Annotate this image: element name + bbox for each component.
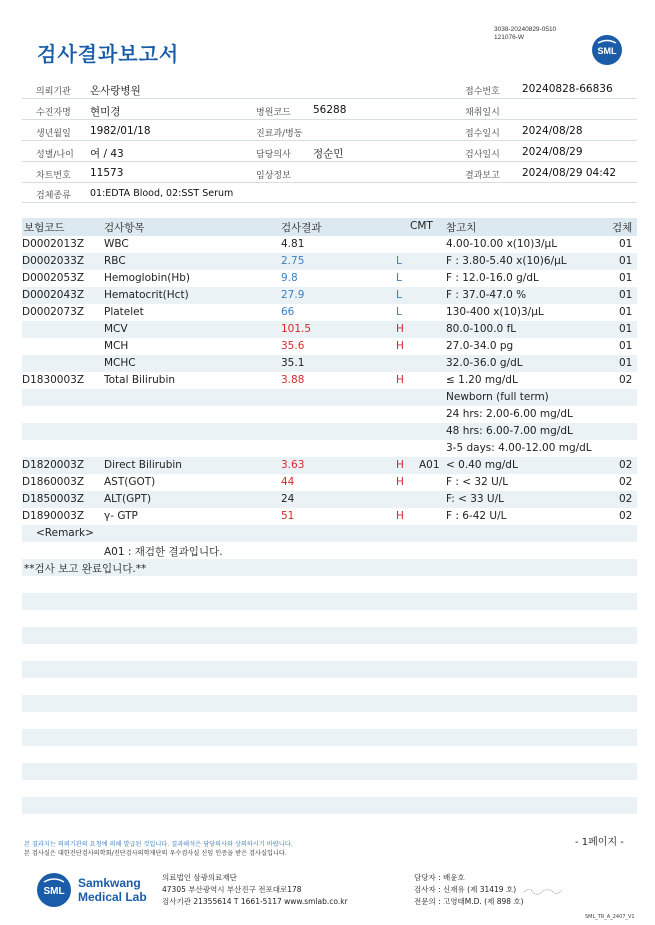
staff1-value: 배윤호 — [443, 873, 465, 882]
cell-result: 101.5 — [281, 323, 312, 335]
cell-result: 35.1 — [281, 357, 305, 369]
cell-code: D0002013Z — [22, 238, 85, 250]
table-row — [22, 423, 637, 440]
cell-ref: F : 3.80-5.40 x(10)6/μL — [446, 255, 567, 267]
cell-ref: 130-400 x(10)3/μL — [446, 306, 544, 318]
cell-name: Hematocrit(Hct) — [104, 289, 189, 301]
table-row — [22, 355, 637, 372]
cell-spec: 02 — [619, 476, 633, 488]
staff3-label: 전문의 : — [414, 897, 441, 906]
lab-address — [162, 872, 348, 908]
cell-ref: ≤ 1.20 mg/dL — [446, 374, 518, 386]
table-row — [22, 406, 637, 423]
header-ref: 참고치 — [446, 222, 477, 234]
table-row — [22, 270, 637, 287]
staff3-value: 고영태M.D. (제 898 호) — [443, 897, 524, 906]
cell-code: D0002033Z — [22, 255, 85, 267]
cell-ref: 4.00-10.00 x(10)3/μL — [446, 238, 558, 250]
cell-flag: L — [396, 272, 402, 284]
footer-notes — [24, 841, 293, 858]
dept-label: 진료과/병동 — [256, 129, 303, 139]
info-row-chart — [22, 163, 637, 183]
patient-value: 현미경 — [90, 106, 121, 118]
cell-flag: L — [396, 255, 402, 267]
center-line-2: 47305 부산광역시 부산진구 전포대로178 — [162, 885, 302, 894]
cell-name: ALT(GPT) — [104, 493, 152, 505]
cell-spec: 02 — [619, 459, 633, 471]
cell-result: 9.8 — [281, 272, 298, 284]
cell-name: Platelet — [104, 306, 144, 318]
cell-ref: < 0.40 mg/dL — [446, 459, 518, 471]
cell-spec: 02 — [619, 374, 633, 386]
doctor-label: 담당의사 — [256, 150, 291, 160]
table-row — [22, 253, 637, 270]
hospital-code-value: 56288 — [313, 104, 347, 116]
table-row — [22, 304, 637, 321]
cell-name: MCHC — [104, 357, 136, 369]
sex-age-value: 여 / 43 — [90, 148, 124, 160]
header-result: 검사결과 — [281, 222, 322, 234]
cell-flag: H — [396, 340, 404, 352]
cell-result: 51 — [281, 510, 295, 522]
brand-line-1: Samkwang — [78, 876, 141, 890]
center-line-3: 검사기관 21355614 T 1661-5117 www.smlab.co.kr — [162, 897, 348, 906]
cell-result: 44 — [281, 476, 295, 488]
info-row-sex-age — [22, 142, 637, 162]
info-row-patient — [22, 100, 637, 120]
footer-note-2: 본 검사실은 대한진단검사의학회/진단검사의학재단의 우수검사실 신임 인증을 받은 검사실입니다. — [24, 849, 287, 857]
receipt-date-label: 접수일시 — [465, 129, 500, 139]
cell-name: Direct Bilirubin — [104, 459, 182, 471]
cell-ref: 48 hrs: 6.00-7.00 mg/dL — [446, 425, 573, 437]
table-row — [22, 457, 637, 474]
logo-text: SML — [597, 46, 617, 56]
table-row — [22, 508, 637, 525]
info-row-specimen — [22, 183, 637, 203]
cell-code: D1860003Z — [22, 476, 85, 488]
results-table-body — [22, 236, 637, 576]
cell-spec: 01 — [619, 272, 633, 284]
cell-code: D1850003Z — [22, 493, 85, 505]
cell-flag: L — [396, 289, 402, 301]
sml-logo-icon — [591, 34, 623, 66]
sex-age-label: 성별/나이 — [36, 150, 74, 160]
cell-ref: 32.0-36.0 g/dL — [446, 357, 523, 369]
header-name: 검사항목 — [104, 222, 145, 234]
chart-value: 11573 — [90, 167, 124, 179]
cell-spec: 01 — [619, 340, 633, 352]
cell-flag: H — [396, 459, 404, 471]
cell-flag: H — [396, 510, 404, 522]
cell-spec: 01 — [619, 323, 633, 335]
cell-flag: H — [396, 323, 404, 335]
document-code — [494, 26, 556, 42]
cell-result: 35.6 — [281, 340, 305, 352]
table-row — [22, 372, 637, 389]
test-date-label: 검사일시 — [465, 150, 500, 160]
staff-block — [414, 872, 563, 908]
table-row — [22, 474, 637, 491]
table-row — [22, 525, 637, 542]
page-title: 검사결과보고서 — [37, 42, 180, 66]
cell-ref: 3-5 days: 4.00-12.00 mg/dL — [446, 442, 592, 454]
cell-spec: 01 — [619, 357, 633, 369]
cell-ref: Newborn (full term) — [446, 391, 549, 403]
cell-spec: 01 — [619, 255, 633, 267]
page-number: - 1페이지 - — [575, 837, 624, 848]
dob-label: 생년월일 — [36, 129, 71, 139]
dob-value: 1982/01/18 — [90, 125, 151, 137]
cell-result: 3.63 — [281, 459, 305, 471]
hospital-code-label: 병원코드 — [256, 108, 291, 118]
header-code: 보험코드 — [24, 222, 65, 234]
doc-code-line-1: 3038-20240829-0510 — [494, 26, 557, 33]
table-row — [22, 287, 637, 304]
cell-ref: F : 37.0-47.0 % — [446, 289, 527, 301]
cell-code: D1820003Z — [22, 459, 85, 471]
receipt-date-value: 2024/08/28 — [522, 125, 583, 137]
header-spec: 검체 — [612, 222, 633, 234]
cell-name: γ- GTP — [104, 510, 138, 522]
cell-ref: F : 12.0-16.0 g/dL — [446, 272, 539, 284]
cell-code: D1830003Z — [22, 374, 85, 386]
footer-logo-text: SML — [43, 886, 65, 897]
cell-spec: 01 — [619, 289, 633, 301]
cell-name: MCH — [104, 340, 129, 352]
cell-name: RBC — [104, 255, 126, 267]
cell-result: 27.9 — [281, 289, 305, 301]
cell-code: D0002073Z — [22, 306, 85, 318]
table-row — [22, 559, 637, 576]
cell-name: WBC — [104, 238, 129, 250]
header-cmt: CMT — [410, 220, 433, 232]
staff1-label: 담당자 : — [414, 873, 441, 882]
test-date-value: 2024/08/29 — [522, 146, 583, 158]
patient-label: 수진자명 — [36, 108, 71, 118]
table-row — [22, 491, 637, 508]
report-date-label: 결과보고 — [465, 171, 500, 181]
table-row — [22, 236, 637, 253]
remark-label: <Remark> — [36, 527, 94, 539]
info-row-institution — [22, 79, 637, 99]
table-row — [22, 389, 637, 406]
brand-name — [78, 876, 147, 904]
institution-label: 의뢰기관 — [36, 87, 71, 97]
cell-ref: 80.0-100.0 fL — [446, 323, 517, 335]
cell-name: MCV — [104, 323, 128, 335]
cell-result: 2.75 — [281, 255, 305, 267]
staff2-value: 신재유 (제 31419 호) — [443, 885, 517, 894]
cell-spec: 02 — [619, 493, 633, 505]
brand-line-2: Medical Lab — [78, 890, 147, 904]
cell-name: Hemoglobin(Hb) — [104, 272, 191, 284]
table-row — [22, 338, 637, 355]
doc-code-line-2: 121076-W — [494, 34, 524, 41]
blank-rows — [22, 593, 637, 814]
staff2-label: 검사자 : — [414, 885, 441, 894]
table-row — [22, 440, 637, 457]
footer-note-1: 본 결과지는 의뢰기관의 요청에 의해 발급된 것입니다. 결과해석은 담당의사와 상의하시기 바랍니다. — [24, 841, 293, 848]
clinical-label: 임상정보 — [256, 171, 291, 181]
receipt-no-label: 접수번호 — [465, 87, 500, 97]
chart-label: 차트번호 — [36, 171, 71, 181]
remark-text: A01 : 재검한 결과입니다. — [104, 546, 223, 558]
cell-ref: F: < 33 U/L — [446, 493, 505, 505]
report-complete-text: **검사 보고 완료입니다.** — [24, 563, 147, 575]
signature-icon — [523, 886, 563, 895]
cell-spec: 01 — [619, 306, 633, 318]
cell-ref: F : 6-42 U/L — [446, 510, 507, 522]
receipt-no-value: 20240828-66836 — [522, 83, 613, 95]
cell-flag: H — [396, 374, 404, 386]
info-row-dob — [22, 121, 637, 141]
cell-result: 4.81 — [281, 238, 305, 250]
form-code: SML_TR_A_2407_V1 — [585, 914, 635, 920]
cell-result: 66 — [281, 306, 295, 318]
center-line-1: 의료법인 삼광의료재단 — [162, 873, 237, 882]
cell-flag: H — [396, 476, 404, 488]
collect-date-label: 채취일시 — [465, 108, 500, 118]
table-row — [22, 321, 637, 338]
cell-ref: F : < 32 U/L — [446, 476, 509, 488]
cell-ref: 24 hrs: 2.00-6.00 mg/dL — [446, 408, 573, 420]
cell-result: 3.88 — [281, 374, 305, 386]
cell-spec: 01 — [619, 238, 633, 250]
cell-code: D0002053Z — [22, 272, 85, 284]
cell-code: D1890003Z — [22, 510, 85, 522]
doctor-value: 정순민 — [313, 148, 344, 160]
report-date-value: 2024/08/29 04:42 — [522, 167, 617, 179]
cell-name: Total Bilirubin — [104, 374, 176, 386]
cell-spec: 02 — [619, 510, 633, 522]
results-table-header — [22, 218, 637, 236]
cell-flag: L — [396, 306, 402, 318]
cell-cmt: A01 — [419, 459, 440, 471]
specimen-value: 01:EDTA Blood, 02:SST Serum — [90, 188, 234, 199]
samkwang-logo-icon — [36, 872, 72, 908]
cell-ref: 27.0-34.0 pg — [446, 340, 514, 352]
institution-value: 온사랑병원 — [90, 85, 141, 97]
table-row — [22, 542, 637, 559]
cell-result: 24 — [281, 493, 295, 505]
cell-code: D0002043Z — [22, 289, 85, 301]
specimen-label: 검체종류 — [36, 191, 71, 201]
cell-name: AST(GOT) — [104, 476, 156, 488]
